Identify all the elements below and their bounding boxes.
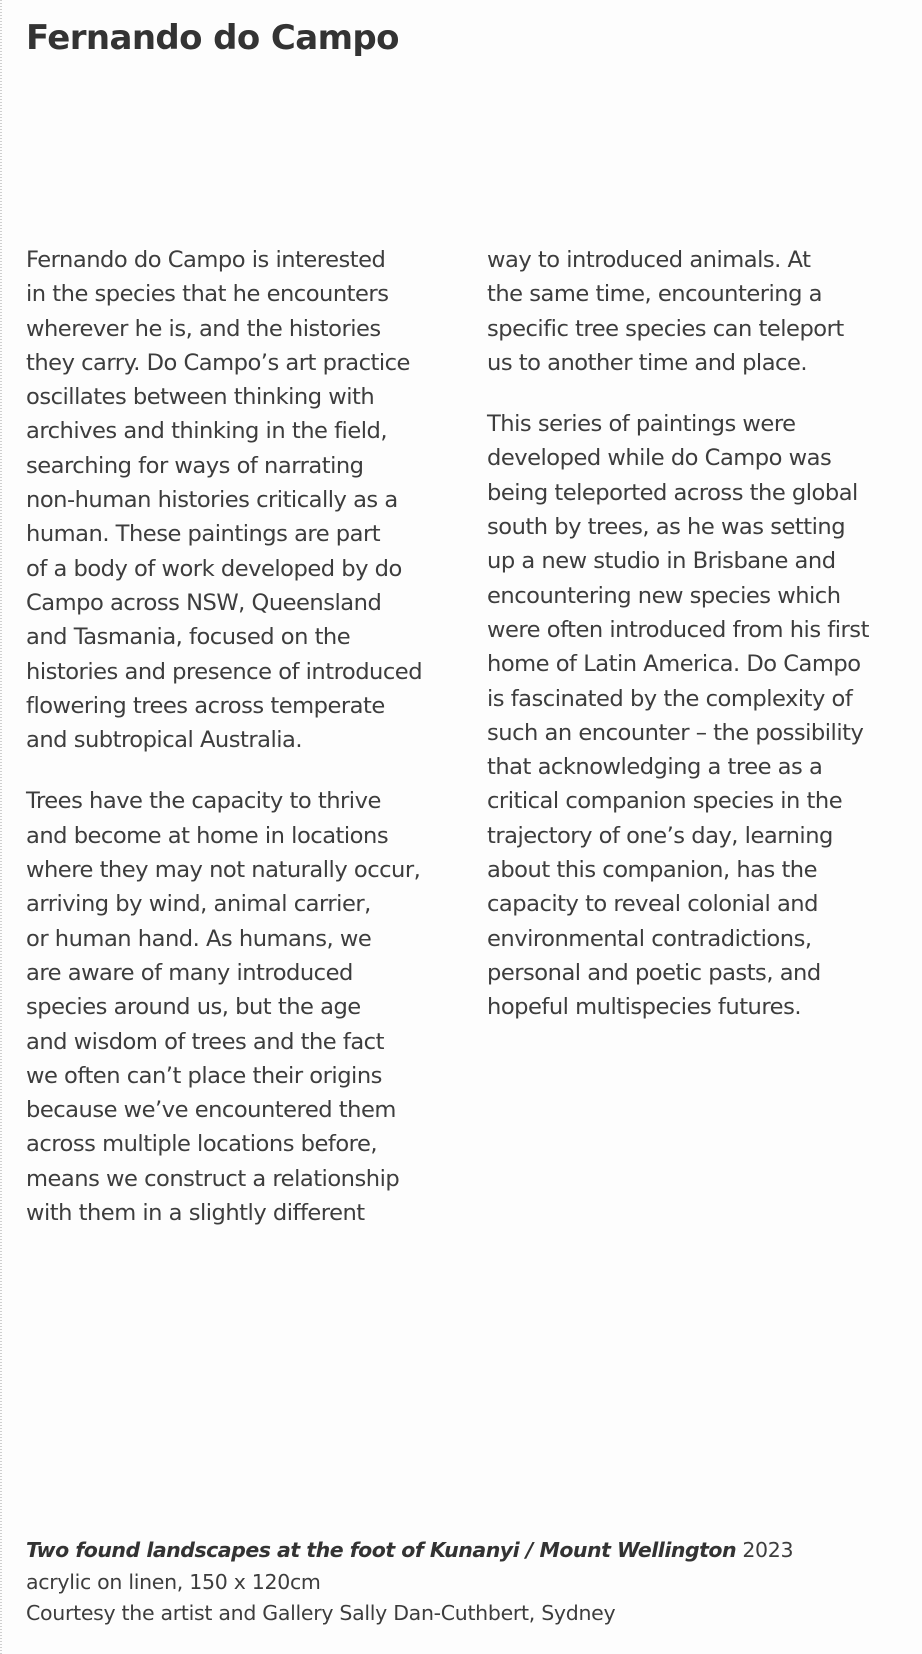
paragraph-line: hopeful multispecies futures. — [487, 994, 802, 1021]
text-column-right — [487, 243, 912, 1052]
paragraph-line: with them in a slightly different — [26, 1200, 365, 1227]
paragraph-line: human. These paintings are part — [26, 521, 381, 548]
paragraph-line: of a body of work developed by do — [26, 555, 402, 582]
paragraph-line: developed while do Campo was — [487, 445, 832, 472]
artwork-medium: acrylic on linen, 150 x 120cm — [26, 1569, 321, 1594]
paragraph-line: us to another time and place. — [487, 349, 808, 376]
paragraph-line: encountering new species which — [487, 582, 841, 609]
paragraph-line: south by trees, as he was setting — [487, 514, 846, 541]
paragraph-line: Trees have the capacity to thrive — [26, 788, 381, 815]
paragraph-line: we often can’t place their origins — [26, 1062, 382, 1089]
left-paragraph — [26, 243, 458, 757]
paragraph-line: non-human histories critically as a — [26, 487, 398, 514]
paragraph-line: environmental contradictions, — [487, 925, 812, 952]
paragraph-line: This series of paintings were — [487, 411, 796, 438]
paragraph-line: arriving by wind, animal carrier, — [26, 891, 371, 918]
artwork-credit: Courtesy the artist and Gallery Sally Dan-Cuthbert, Sydney — [26, 1601, 616, 1625]
paragraph-line: in the species that he encounters — [26, 281, 389, 308]
paragraph-line: wherever he is, and the histories — [26, 315, 381, 342]
paragraph-line: such an encounter – the possibility — [487, 719, 864, 746]
paragraph-line: the same time, encountering a — [487, 281, 822, 308]
paragraph-line: Fernando do Campo is interested — [26, 247, 386, 273]
paragraph-line: they carry. Do Campo’s art practice — [26, 349, 410, 376]
paragraph-line: capacity to reveal colonial and — [487, 891, 818, 918]
paragraph-line: means we construct a relationship — [26, 1165, 400, 1192]
paragraph-line: is fascinated by the complexity of — [487, 685, 853, 712]
paragraph-line: being teleported across the global — [487, 479, 858, 506]
paragraph-line: about this companion, has the — [487, 857, 818, 884]
paragraph-line: that acknowledging a tree as a — [487, 754, 823, 781]
paragraph-line: home of Latin America. Do Campo — [487, 651, 861, 678]
paragraph-line: and Tasmania, focused on the — [26, 624, 351, 651]
left-paragraph — [26, 784, 458, 1230]
paragraph-line: and become at home in locations — [26, 822, 389, 849]
paragraph-line: flowering trees across temperate — [26, 692, 385, 719]
paragraph-line: specific tree species can teleport — [487, 315, 844, 342]
text-column-left — [26, 243, 458, 1257]
artwork-year: 2023 — [742, 1538, 794, 1562]
right-paragraph — [487, 243, 912, 380]
paragraph-line: species around us, but the age — [26, 994, 361, 1021]
paragraph-line: searching for ways of narrating — [26, 452, 364, 479]
paragraph-line: and subtropical Australia. — [26, 727, 303, 754]
page-title: Fernando do Campo — [26, 18, 399, 58]
paragraph-line: or human hand. As humans, we — [26, 925, 372, 952]
page-edge-divider — [0, 0, 2, 1654]
paragraph-line: because we’ve encountered them — [26, 1097, 396, 1124]
paragraph-line: way to introduced animals. At — [487, 247, 811, 273]
paragraph-line: across multiple locations before, — [26, 1131, 378, 1158]
paragraph-line: are aware of many introduced — [26, 959, 353, 986]
caption-title-line — [26, 1535, 906, 1567]
paragraph-line: and wisdom of trees and the fact — [26, 1028, 384, 1055]
paragraph-line: trajectory of one’s day, learning — [487, 822, 833, 849]
paragraph-line: archives and thinking in the field, — [26, 418, 388, 445]
paragraph-line: critical companion species in the — [487, 788, 843, 815]
artwork-caption — [26, 1535, 906, 1630]
paragraph-line: up a new studio in Brisbane and — [487, 548, 836, 575]
right-paragraph — [487, 407, 912, 1024]
artwork-title: Two found landscapes at the foot of Kunanyi / Mount Wellington — [26, 1538, 737, 1562]
paragraph-line: histories and presence of introduced — [26, 658, 423, 685]
paragraph-line: oscillates between thinking with — [26, 384, 375, 411]
paragraph-line: were often introduced from his first — [487, 616, 869, 643]
paragraph-line: Campo across NSW, Queensland — [26, 589, 382, 616]
paragraph-line: where they may not naturally occur, — [26, 857, 421, 884]
paragraph-line: personal and poetic pasts, and — [487, 959, 821, 986]
